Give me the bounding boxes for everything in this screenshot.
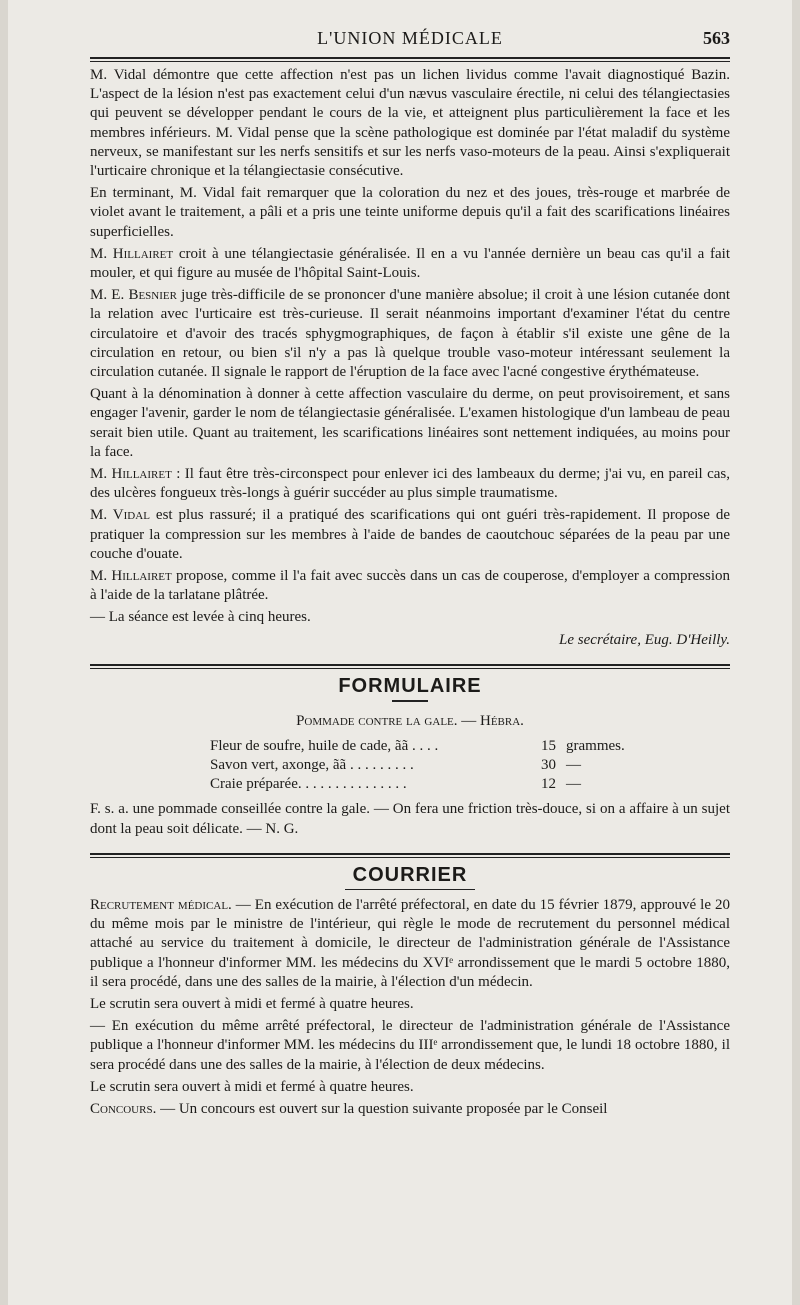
running-title: L'UNION MÉDICALE — [317, 28, 503, 48]
section-rule — [90, 664, 730, 669]
recipe-list — [210, 737, 730, 794]
paragraph: Concours. — Un concours est ouvert sur la question suivante proposée par le Conseil — [90, 1100, 608, 1117]
paragraph: Recrutement médical. — En exécution de l'arrêté préfectoral, en date du 15 février 1879, approuvé le 20 du même mois par le ministre de l'intérieur, qui règle le mode de recrutement du personnel médical attaché au service du traitement à domicile, le directeur de l'administration générale de l'Assistance publique a l'honneur d'informer MM. les médecins du XVIᵉ arrondissement que le mardi 5 octobre 1880, il sera procédé, dans une des salles de la mairie, à l'élection d'un médecin. — [90, 896, 730, 990]
paragraph: — En exécution du même arrêté préfectoral, le directeur de l'administration générale de l'Assistance publique a l'honneur d'informer MM. les médecins du IIIᵉ arrondissement que, le lundi 18 octobre 1880, il sera procédé dans une des salles de la mairie, à l'élection de deux médecins. — [90, 1018, 730, 1073]
section-rule — [90, 853, 730, 858]
paragraph: M. Vidal est plus rassuré; il a pratiqué des scarifications qui ont guéri très-rapidement. Il propose de pratiquer la compression sur les membres à l'aide de bandes de caoutchouc séparées de la peau par une couche d'ouate. — [90, 507, 730, 562]
paragraph: Le scrutin sera ouvert à midi et fermé à quatre heures. — [90, 1078, 414, 1095]
section-lead: Recrutement médical. — [90, 896, 232, 913]
speaker-name: M. Hillairet — [90, 466, 172, 483]
paragraph: M. Hillairet propose, comme il l'a fait avec succès dans un cas de couperose, d'employer a compression à l'aide de la tarlatane plâtrée. — [90, 568, 730, 604]
recipe-row: Savon vert, axonge, ãã . . . . . . . . . 30 — — [210, 757, 581, 774]
section-lead: Concours. — [90, 1100, 157, 1117]
paragraph: — La séance est levée à cinq heures. — [90, 609, 311, 626]
courrier-title: COURRIER — [352, 863, 468, 886]
page-header — [90, 28, 730, 54]
page-number: 563 — [703, 28, 730, 48]
title-underline — [345, 889, 475, 890]
recipe-title: Pommade contre la gale. — Hébra. — [296, 713, 524, 730]
paragraph: M. Hillairet : Il faut être très-circonspect pour enlever ici des lambeaux du derme; j'ai vu, en pareil cas, des ulcères fongueux très-longs à guérir succéder au plus simple traumatisme. — [90, 466, 730, 502]
document-page — [8, 0, 792, 1305]
recipe-row: Craie préparée. . . . . . . . . . . . . . . 12 — — [210, 776, 581, 793]
speaker-name: M. Vidal — [90, 507, 150, 524]
speaker-name: M. E. Besnier — [90, 287, 177, 304]
paragraph: M. Vidal démontre que cette affection n'est pas un lichen lividus comme l'avait diagnostiqué Bazin. L'aspect de la lésion n'est pas exactement celui d'un nævus vasculaire érectile, ni celui des télangiectasies qui peuvent se développer pendant le cours de la vie, et atteignent plus particulièrement la face et les membres inférieurs. M. Vidal pense que la scène pathologique est dominée par l'état maladif du système nerveux, se manifestant sur les nerfs sensitifs et sur les nerfs vaso-moteurs de la peau. Ainsi s'expliquerait l'urticaire chronique et la télangiectasie consécutive. — [90, 67, 730, 180]
title-underline — [392, 700, 428, 702]
paragraph: Le scrutin sera ouvert à midi et fermé à quatre heures. — [90, 995, 414, 1012]
speaker-name: M. Hillairet — [90, 245, 174, 262]
signature: Le secrétaire, Eug. D'Heilly. — [559, 631, 730, 648]
recipe-note: F. s. a. une pommade conseillée contre la gale. — On fera une friction très-douce, si on a affaire à un sujet dont la peau soit délicate. — N. G. — [90, 801, 730, 837]
recipe-row: Fleur de soufre, huile de cade, ãã . . . . 15 grammes. — [210, 738, 625, 755]
formulaire-title: FORMULAIRE — [338, 674, 482, 697]
speaker-name: M. Hillairet — [90, 568, 172, 585]
header-rule — [90, 57, 730, 62]
paragraph: En terminant, M. Vidal fait remarquer que la coloration du nez et des joues, très-rouge et marbrée de violet avant le traitement, a pâli et a pris une teinte uniforme depuis qu'il a fait des scarifications linéaires superficielles. — [90, 185, 730, 240]
paragraph: Quant à la dénomination à donner à cette affection vasculaire du derme, on peut provisoirement, et sans engager l'avenir, garder le nom de télangiectasie généralisée. L'examen histologique d'un lambeau de peau serait bien utile. Quant au traitement, les scarifications linéaires sont nettement indiquées, au moins pour la face. — [90, 386, 730, 460]
paragraph: M. Hillairet croit à une télangiectasie généralisée. Il en a vu l'année dernière un beau cas qu'il a fait mouler, et qui figure au musée de l'hôpital Saint-Louis. — [90, 245, 731, 282]
article-body — [90, 66, 730, 1122]
paragraph: M. E. Besnier juge très-difficile de se prononcer d'une manière absolue; il croit à une lésion cutanée dont la relation avec l'urticaire est très-curieuse. Il serait néanmoins important d'examiner l'état du centre circulatoire et d'avoir des tracés sphygmographiques, de façon à établir s'il existe une gêne de la circulation en retour, ou bien s'il n'y a pas là quelque trouble vaso-moteur intéressant seulement la circulation cutanée. Il signale le rapport de l'éruption de la face avec l'acné congestive érythémateuse. — [90, 287, 730, 381]
